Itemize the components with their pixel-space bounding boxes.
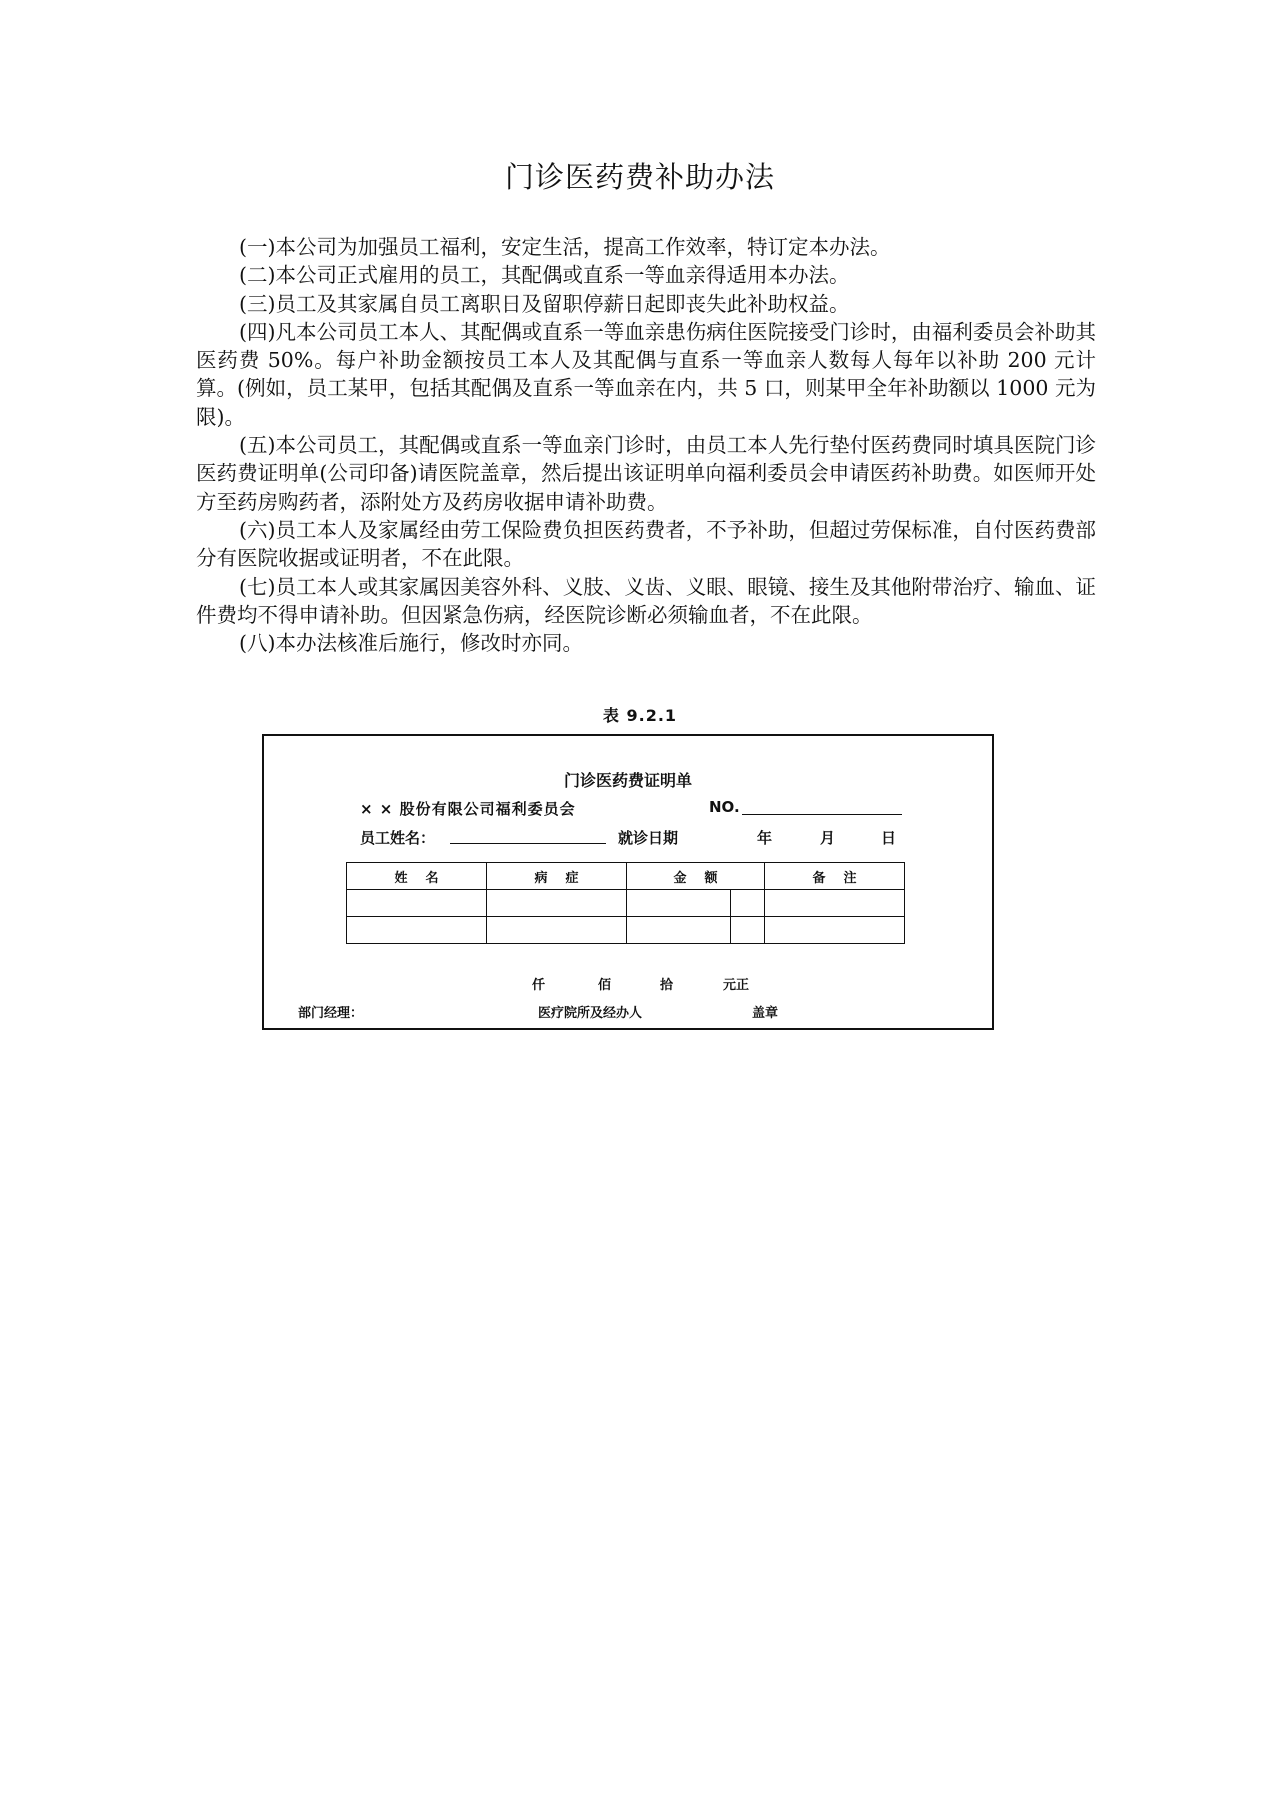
paragraph-5: (五)本公司员工，其配偶或直系一等血亲门诊时，由员工本人先行垫付医药费同时填具医院门诊医药费证明单(公司印备)请医院盖章，然后提出该证明单向福利委员会申请医药补助费。如医师开处方至药房购药者，添附处方及药房收据申请补助费。	[196, 433, 1096, 514]
footer-hospital-label: 医疗院所及经办人	[538, 1006, 643, 1021]
paragraph-1: (一)本公司为加强员工福利，安定生活，提高工作效率，特订定本办法。	[239, 235, 891, 259]
cell-illness	[487, 890, 627, 917]
footer-manager-label: 部门经理：	[298, 1006, 364, 1021]
paragraph-2: (二)本公司正式雇用的员工，其配偶或直系一等血亲得适用本办法。	[239, 263, 850, 288]
amount-unit-ten: 拾	[660, 978, 674, 993]
cell-remarks	[765, 890, 905, 917]
amount-unit-thousand: 仟	[532, 978, 546, 993]
amount-unit-hundred: 佰	[598, 978, 612, 993]
paragraph-4: (四)凡本公司员工本人、其配偶或直系一等血亲患伤病住医院接受门诊时，由福利委员会补助其医药费 50%。每户补助金额按员工本人及其配偶与直系一等血亲人数每人每年以补助 200 元计算。(例如，员工某甲，包括其配偶及直系一等血亲在内，共 5 口，则某甲全年补助额以 1000 元为限)。	[196, 319, 1096, 429]
page-title: 门诊医药费补助办法	[504, 160, 775, 194]
paragraph-7: (七)员工本人或其家属因美容外科、义肢、义齿、义眼、眼镜、接生及其他附带治疗、输血、证件费均不得申请补助。但因紧急伤病，经医院诊断必须输血者，不在此限。	[196, 574, 1096, 627]
cell-name	[347, 890, 487, 917]
visit-date-year: 年	[757, 829, 773, 847]
cell-amount	[627, 917, 731, 944]
table-row	[347, 890, 905, 917]
table-row	[347, 917, 905, 944]
form-no-blank	[742, 814, 902, 815]
form-title: 门诊医药费证明单	[563, 771, 692, 790]
col-header-amount: 金额	[627, 863, 765, 890]
employee-name-blank	[450, 843, 606, 844]
amount-unit-yuan: 元正	[723, 978, 750, 993]
cell-remarks	[765, 917, 905, 944]
col-header-name: 姓名	[347, 863, 487, 890]
form-grid	[346, 862, 905, 944]
employee-name-label: 员工姓名：	[360, 829, 436, 847]
form-no-label: NO.	[709, 798, 740, 816]
col-header-illness: 病症	[487, 863, 627, 890]
cell-amount-extra	[731, 890, 765, 917]
cell-amount	[627, 890, 731, 917]
visit-date-month: 月	[820, 829, 836, 847]
paragraph-8: (八)本办法核准后施行，修改时亦同。	[239, 631, 583, 656]
footer-seal-label: 盖章	[752, 1006, 779, 1021]
paragraph-3: (三)员工及其家属自员工离职日及留职停薪日起即丧失此补助权益。	[239, 291, 850, 316]
cell-amount-extra	[731, 917, 765, 944]
paragraph-6: (六)员工本人及家属经由劳工保险费负担医药费者，不予补助，但超过劳保标准，自付医药费部分有医院收据或证明者，不在此限。	[196, 517, 1096, 571]
document-body	[196, 233, 1096, 657]
visit-date-label: 就诊日期	[618, 829, 679, 847]
cell-illness	[487, 917, 627, 944]
cell-name	[347, 917, 487, 944]
table-caption: 表 9.2.1	[602, 706, 678, 725]
certificate-form	[262, 734, 994, 1030]
grid-header-row	[347, 863, 905, 890]
visit-date-day: 日	[881, 829, 897, 847]
form-org-name: × × 股份有限公司福利委员会	[360, 800, 576, 818]
col-header-remarks: 备注	[765, 863, 905, 890]
